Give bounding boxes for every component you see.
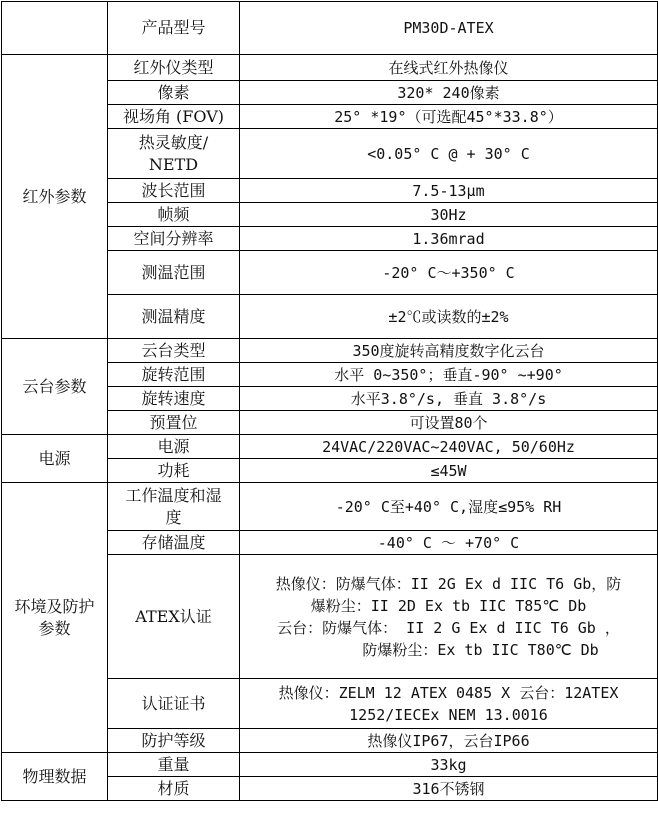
label-model: 产品型号 xyxy=(108,2,240,55)
value-temp-range: -20° C～+350° C xyxy=(240,251,658,295)
value-rotation-range: 水平 0~350°；垂直-90° ~+90° xyxy=(240,363,658,387)
value-ptz-type: 350度旋转高精度数字化云台 xyxy=(240,339,658,363)
label-netd-line1: 热灵敏度/ xyxy=(138,132,209,152)
label-atex: ATEX认证 xyxy=(108,555,240,679)
cat-environment-line1: 环境及防护 xyxy=(14,596,95,616)
value-atex xyxy=(240,555,658,679)
cat-empty xyxy=(2,2,108,55)
cat-infrared: 红外参数 xyxy=(2,55,108,339)
label-netd-line2: NETD xyxy=(148,154,199,174)
spec-table xyxy=(1,1,658,801)
row-ir-type xyxy=(2,55,658,81)
row-power-supply xyxy=(2,435,658,459)
label-work-temp-line2: 度 xyxy=(165,507,182,527)
label-ptz-type: 云台类型 xyxy=(108,339,240,363)
label-protection: 防护等级 xyxy=(108,729,240,753)
value-weight: 33kg xyxy=(240,753,658,777)
value-fov: 25° *19°（可选配45°*33.8°） xyxy=(240,105,658,129)
cat-ptz: 云台参数 xyxy=(2,339,108,435)
atex-line2: 爆粉尘：II 2D Ex tb IIC T85℃ Db xyxy=(310,596,587,615)
value-netd: <0.05° C @ + 30° C xyxy=(240,129,658,179)
certificate-line2: 1252/IECEx NEM 13.0016 xyxy=(349,705,548,724)
value-pixels: 320* 240像素 xyxy=(240,81,658,105)
certificate-line1: 热像仪：ZELM 12 ATEX 0485 X 云台：12ATEX xyxy=(278,683,619,702)
label-resolution: 空间分辨率 xyxy=(108,227,240,251)
cat-environment xyxy=(2,483,108,753)
value-material: 316不锈钢 xyxy=(240,777,658,801)
cat-physical: 物理数据 xyxy=(2,753,108,801)
value-wavelength: 7.5-13μm xyxy=(240,179,658,203)
row-weight xyxy=(2,753,658,777)
label-certificate: 认证证书 xyxy=(108,679,240,729)
label-wavelength: 波长范围 xyxy=(108,179,240,203)
value-rotation-speed: 水平3.8°/s, 垂直 3.8°/s xyxy=(240,387,658,411)
value-framerate: 30Hz xyxy=(240,203,658,227)
value-storage-temp: -40° C ～ +70° C xyxy=(240,531,658,555)
value-temp-accuracy: ±2℃或读数的±2% xyxy=(240,295,658,339)
row-ptz-type xyxy=(2,339,658,363)
label-netd xyxy=(108,129,240,179)
label-material: 材质 xyxy=(108,777,240,801)
label-power-consumption: 功耗 xyxy=(108,459,240,483)
label-presets: 预置位 xyxy=(108,411,240,435)
value-resolution: 1.36mrad xyxy=(240,227,658,251)
value-protection: 热像仪IP67，云台IP66 xyxy=(240,729,658,753)
row-work-temp xyxy=(2,483,658,531)
atex-line4: 防爆粉尘：Ex tb IIC T80℃ Db xyxy=(362,640,599,659)
value-work-temp: -20° C至+40° C,湿度≤95% RH xyxy=(240,483,658,531)
value-certificate xyxy=(240,679,658,729)
value-model: PM30D-ATEX xyxy=(240,2,658,55)
value-power-consumption: ≤45W xyxy=(240,459,658,483)
label-pixels: 像素 xyxy=(108,81,240,105)
cat-environment-line2: 参数 xyxy=(38,618,71,638)
label-fov: 视场角 (FOV) xyxy=(108,105,240,129)
row-model xyxy=(2,2,658,55)
value-power-supply: 24VAC/220VAC~240VAC, 50/60Hz xyxy=(240,435,658,459)
atex-line1: 热像仪：防爆气体：II 2G Ex d IIC T6 Gb，防 xyxy=(275,574,622,593)
label-temp-range: 测温范围 xyxy=(108,251,240,295)
atex-line3: 云台：防爆气体： II 2 G Ex d IIC T6 Gb ， xyxy=(277,618,620,637)
cat-power: 电源 xyxy=(2,435,108,483)
label-rotation-range: 旋转范围 xyxy=(108,363,240,387)
label-weight: 重量 xyxy=(108,753,240,777)
label-storage-temp: 存储温度 xyxy=(108,531,240,555)
label-ir-type: 红外仪类型 xyxy=(108,55,240,81)
label-work-temp xyxy=(108,483,240,531)
value-ir-type: 在线式红外热像仪 xyxy=(240,55,658,81)
label-temp-accuracy: 测温精度 xyxy=(108,295,240,339)
label-work-temp-line1: 工作温度和湿 xyxy=(125,485,222,505)
label-power-supply: 电源 xyxy=(108,435,240,459)
value-presets: 可设置80个 xyxy=(240,411,658,435)
label-rotation-speed: 旋转速度 xyxy=(108,387,240,411)
label-framerate: 帧频 xyxy=(108,203,240,227)
